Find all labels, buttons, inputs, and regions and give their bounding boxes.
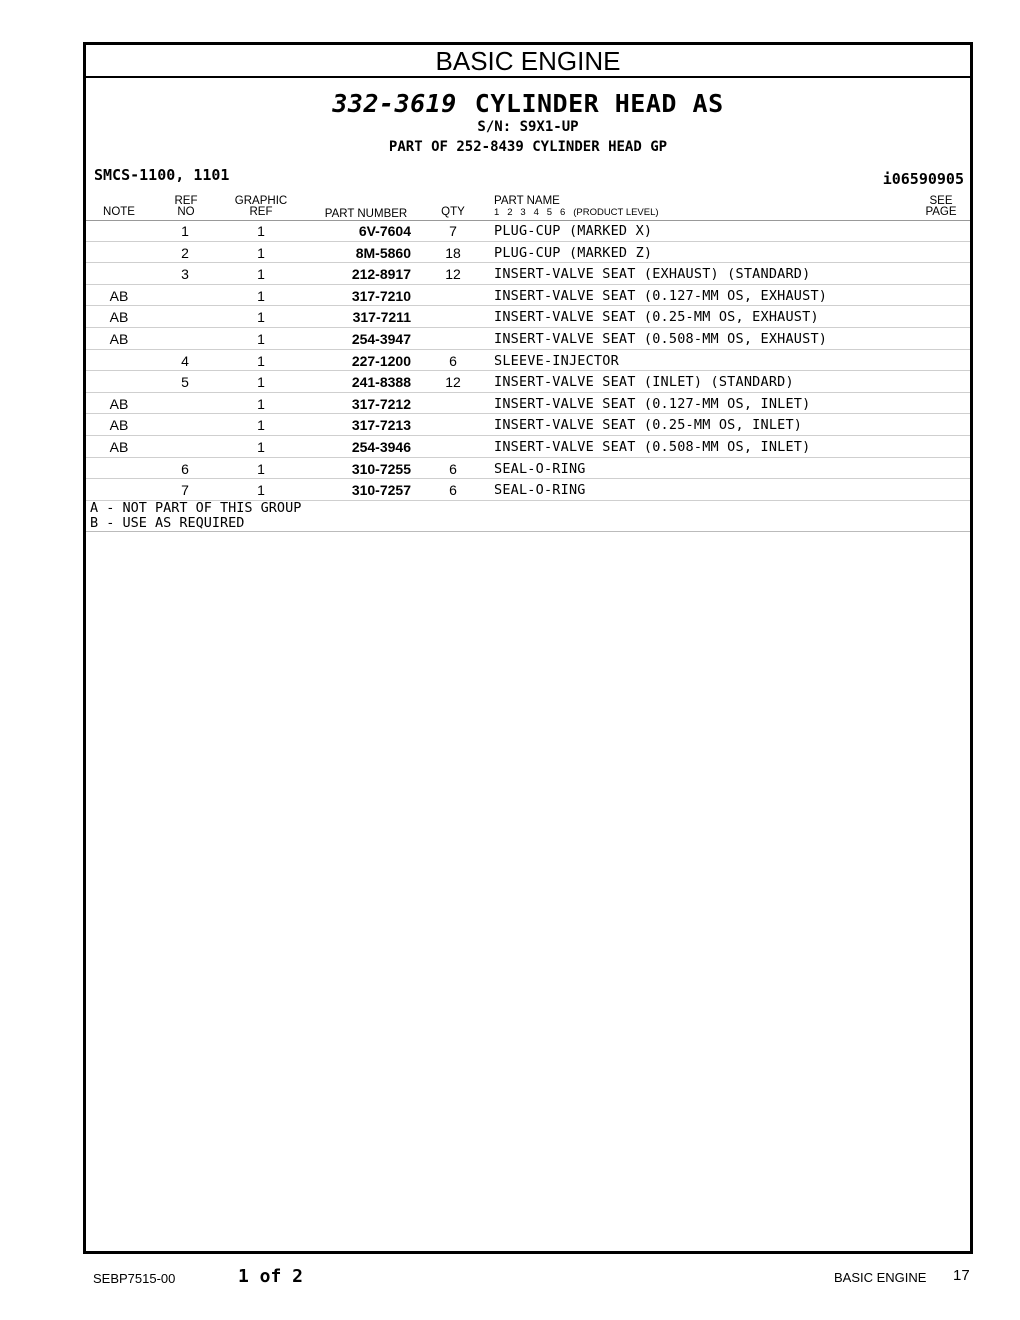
col-part-name: PART NAME: [494, 195, 560, 207]
cell-qty: 6: [449, 352, 457, 369]
cell-part-number: 212-8917: [351, 266, 411, 283]
cell-graphic-ref: 1: [257, 330, 265, 347]
footer-section: BASIC ENGINE: [834, 1270, 927, 1285]
cell-part-name: INSERT-VALVE SEAT (0.127-MM OS, INLET): [494, 395, 811, 412]
table-row: [86, 285, 970, 307]
cell-part-number: 310-7255: [351, 460, 411, 477]
cell-part-number: 8M-5860: [355, 244, 411, 261]
cell-note: AB: [109, 309, 129, 326]
cell-graphic-ref: 1: [257, 352, 265, 369]
cell-graphic-ref: 1: [257, 374, 265, 391]
col-see-top: SEE: [929, 195, 953, 207]
cell-graphic-ref: 1: [257, 223, 265, 239]
cell-graphic-ref: 1: [257, 266, 265, 283]
col-ref-bottom: NO: [177, 206, 195, 218]
cell-graphic-ref: 1: [257, 482, 265, 499]
cell-qty: 12: [445, 374, 461, 391]
cell-qty: 12: [445, 266, 461, 283]
cell-part-number: 227-1200: [351, 352, 411, 369]
parts-list: [86, 220, 970, 501]
table-row: [86, 263, 970, 285]
cell-graphic-ref: 1: [257, 309, 265, 326]
cell-part-number: 241-8388: [351, 374, 411, 391]
cell-part-name: PLUG-CUP (MARKED X): [494, 223, 653, 239]
cell-part-name: INSERT-VALVE SEAT (0.25-MM OS, INLET): [494, 417, 803, 434]
cell-part-name: INSERT-VALVE SEAT (0.25-MM OS, EXHAUST): [494, 309, 819, 326]
cell-part-name: INSERT-VALVE SEAT (INLET) (STANDARD): [494, 374, 794, 391]
table-row: [86, 393, 970, 415]
cell-qty: 6: [449, 460, 457, 477]
cell-part-name: SEAL-O-RING: [494, 482, 586, 499]
cell-ref-no: 3: [181, 266, 189, 283]
table-row: [86, 458, 970, 480]
cell-part-name: INSERT-VALVE SEAT (EXHAUST) (STANDARD): [494, 266, 811, 283]
col-ref-top: REF: [174, 195, 198, 207]
assembly-title: [86, 89, 970, 118]
assembly-part-number: 332-3619: [332, 89, 457, 118]
cell-graphic-ref: 1: [257, 244, 265, 261]
cell-note: AB: [109, 330, 129, 347]
note-a: A - NOT PART OF THIS GROUP: [90, 500, 302, 516]
cell-note: AB: [109, 417, 129, 434]
cell-ref-no: 2: [181, 244, 189, 261]
col-part-number: PART NUMBER: [324, 208, 408, 220]
cell-graphic-ref: 1: [257, 395, 265, 412]
part-of-group: PART OF 252-8439 CYLINDER HEAD GP: [388, 139, 668, 155]
table-row: [86, 479, 970, 501]
note-b: B - USE AS REQUIRED: [90, 515, 245, 531]
cell-part-name: INSERT-VALVE SEAT (0.127-MM OS, EXHAUST): [494, 287, 828, 304]
cell-part-number: 317-7213: [351, 417, 411, 434]
cell-note: AB: [109, 395, 129, 412]
parts-page-frame: [83, 42, 973, 1254]
cell-qty: 18: [445, 244, 461, 261]
col-graphic-bottom: REF: [249, 206, 273, 218]
cell-part-name: SEAL-O-RING: [494, 460, 586, 477]
table-row: [86, 436, 970, 458]
cell-part-number: 317-7210: [351, 287, 411, 304]
cell-ref-no: 7: [181, 482, 189, 499]
cell-part-name: SLEEVE-INJECTOR: [494, 352, 619, 369]
col-graphic-top: GRAPHIC: [234, 195, 288, 207]
table-row: [86, 306, 970, 328]
cell-ref-no: 4: [181, 352, 189, 369]
col-see-bottom: PAGE: [925, 206, 957, 218]
cell-qty: 7: [449, 223, 457, 239]
cell-part-number: 254-3947: [351, 330, 411, 347]
cell-ref-no: 6: [181, 460, 189, 477]
cell-graphic-ref: 1: [257, 287, 265, 304]
cell-part-name: INSERT-VALVE SEAT (0.508-MM OS, EXHAUST): [494, 330, 828, 347]
cell-part-number: 310-7257: [351, 482, 411, 499]
table-row: [86, 414, 970, 436]
col-qty: QTY: [441, 206, 465, 218]
col-note: NOTE: [103, 206, 135, 218]
cell-graphic-ref: 1: [257, 460, 265, 477]
assembly-name: CYLINDER HEAD AS: [474, 89, 724, 118]
cell-qty: 6: [449, 482, 457, 499]
illustration-id: i06590905: [882, 170, 964, 188]
column-headers: [86, 195, 970, 221]
cell-note: AB: [109, 438, 129, 455]
footer-page-number: 17: [953, 1267, 970, 1284]
cell-part-name: INSERT-VALVE SEAT (0.508-MM OS, INLET): [494, 438, 811, 455]
cell-part-number: 254-3946: [351, 438, 411, 455]
cell-note: AB: [109, 287, 129, 304]
table-row: [86, 371, 970, 393]
table-row: [86, 220, 970, 242]
cell-part-number: 317-7212: [351, 395, 411, 412]
col-product-levels: 1 2 3 4 5 6 (PRODUCT LEVEL): [494, 207, 659, 218]
cell-graphic-ref: 1: [257, 417, 265, 434]
cell-graphic-ref: 1: [257, 438, 265, 455]
table-row: [86, 242, 970, 264]
cell-ref-no: 1: [181, 223, 189, 239]
cell-ref-no: 5: [181, 374, 189, 391]
cell-part-number: 317-7211: [352, 309, 411, 326]
table-row: [86, 350, 970, 372]
footer-document-id: SEBP7515-00: [93, 1271, 176, 1286]
footer-page-of: 1 of 2: [238, 1266, 304, 1287]
table-row: [86, 328, 970, 350]
cell-part-number: 6V-7604: [358, 223, 411, 239]
serial-number: S/N: S9X1-UP: [477, 119, 579, 135]
smcs-code: SMCS-1100, 1101: [94, 166, 230, 184]
notes-block: [86, 501, 970, 532]
section-title: BASIC ENGINE: [86, 45, 970, 78]
cell-part-name: PLUG-CUP (MARKED Z): [494, 244, 653, 261]
